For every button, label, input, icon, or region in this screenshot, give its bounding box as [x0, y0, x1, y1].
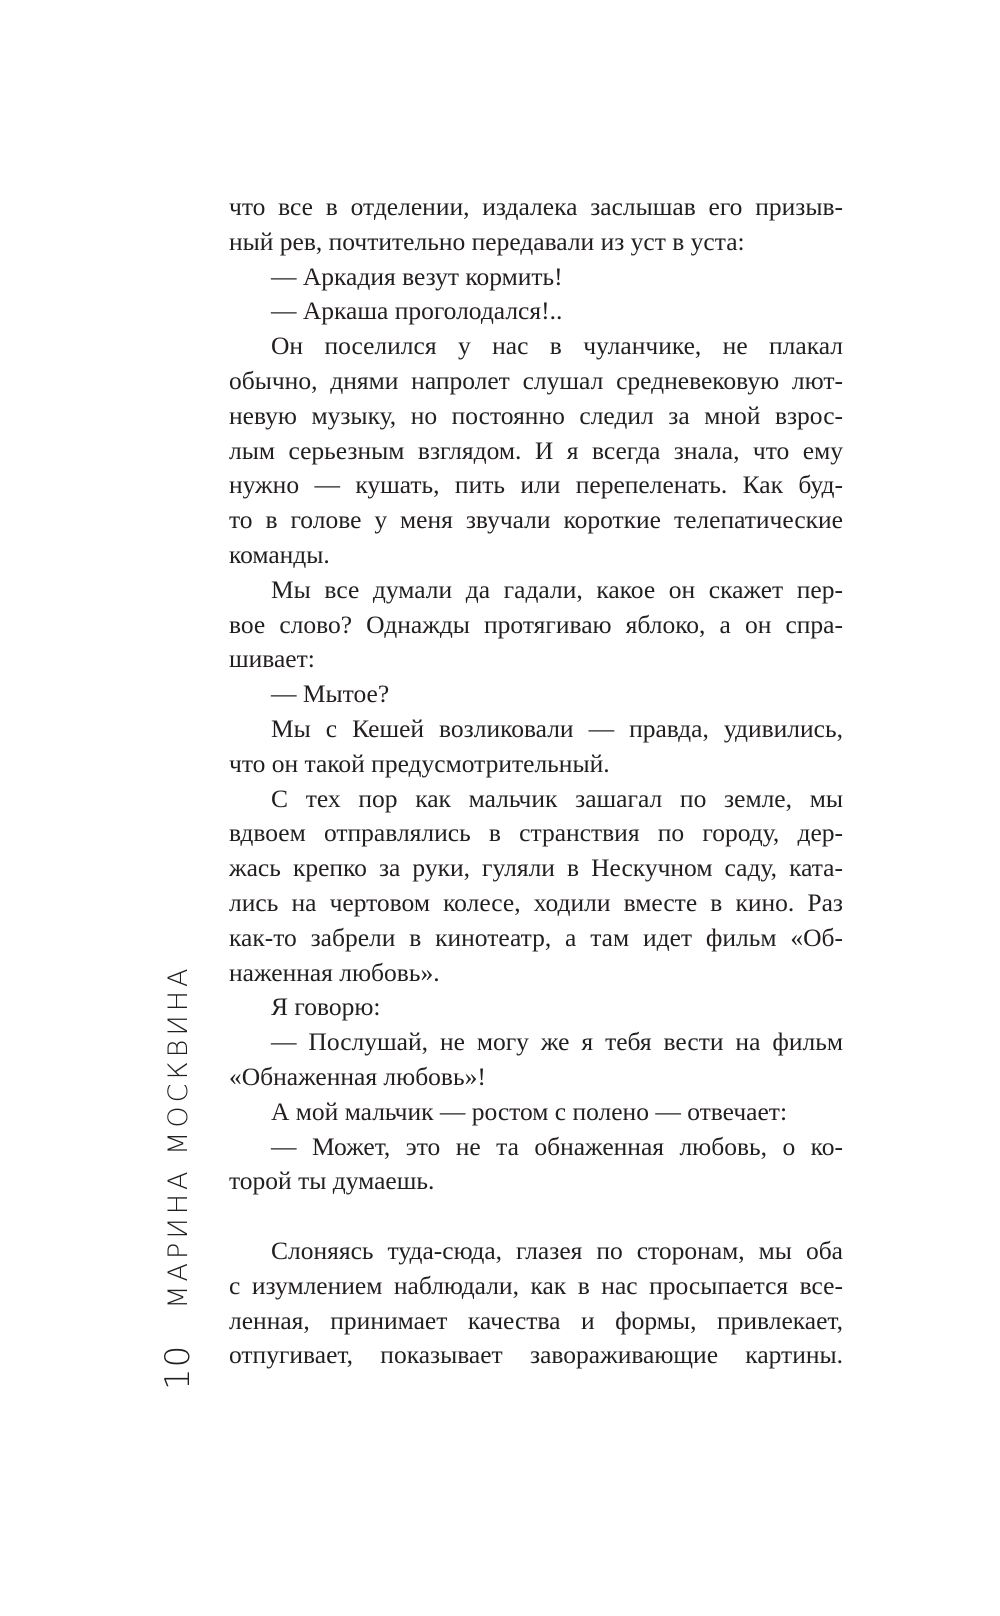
- author-name: МАРИНА МОСКВИНА: [162, 964, 194, 1309]
- text-line: как-то забрели в кинотеатр, а там идет фильм «Об-: [229, 922, 843, 952]
- text-line: отпугивает, показывает завораживающие картины.: [229, 1340, 843, 1370]
- text-line: с изумлением наблюдали, как в нас просыпается все-: [229, 1270, 843, 1300]
- text-line: ный рев, почтительно передавали из уст в уста:: [229, 226, 745, 256]
- text-line: лись на чертовом колесе, ходили вместе в кино. Раз: [229, 887, 843, 917]
- text-line: вое слово? Однажды протягиваю яблоко, а он спра-: [229, 609, 843, 639]
- text-line: Мы все думали да гадали, какое он скажет пер-: [271, 574, 843, 604]
- text-line: Слоняясь туда-сюда, глазея по сторонам, мы оба: [271, 1235, 843, 1265]
- text-line: команды.: [229, 539, 330, 569]
- text-line: торой ты думаешь.: [229, 1166, 435, 1196]
- text-line: ленная, принимает качества и формы, привлекает,: [229, 1305, 843, 1335]
- page-number: 10: [158, 1344, 198, 1390]
- text-line: — Аркаша проголодался!..: [271, 296, 563, 326]
- text-line: жась крепко за руки, гуляли в Нескучном саду, ката-: [229, 853, 843, 883]
- text-line: — Может, это не та обнаженная любовь, о ко-: [271, 1131, 843, 1161]
- text-line: А мой мальчик — ростом с полено — отвечает:: [271, 1096, 788, 1126]
- text-line: Мы с Кешей возликовали — правда, удивились,: [271, 713, 843, 743]
- text-line: — Аркадия везут кормить!: [271, 261, 563, 291]
- text-line: Он поселился у нас в чуланчике, не плакал: [271, 331, 843, 361]
- text-line: что он такой предусмотрительный.: [229, 748, 610, 778]
- text-line: вдвоем отправлялись в странствия по городу, дер-: [229, 818, 843, 848]
- text-line: обычно, днями напролет слушал средневековую лют-: [229, 365, 843, 395]
- text-line: что все в отделении, издалека заслышав его призыв-: [229, 192, 843, 221]
- text-line: наженная любовь».: [229, 957, 440, 987]
- text-line: Я говорю:: [271, 992, 381, 1022]
- text-line: «Обнаженная любовь»!: [229, 1061, 486, 1091]
- running-head: [158, 965, 198, 1390]
- text-line: шивает:: [229, 644, 315, 674]
- text-line: — Мытое?: [271, 679, 390, 709]
- text-line: С тех пор как мальчик зашагал по земле, мы: [271, 783, 843, 813]
- body-text: [229, 190, 843, 1373]
- text-line: то в голове у меня звучали короткие телепатические: [229, 505, 843, 535]
- blank-line: [229, 1199, 843, 1234]
- text-line: лым серьезным взглядом. И я всегда знала, что ему: [229, 435, 843, 465]
- text-line: невую музыку, но постоянно следил за мной взрос-: [229, 400, 843, 430]
- text-line: нужно — кушать, пить или перепеленать. Как буд-: [229, 470, 843, 500]
- text-line: — Послушай, не могу же я тебя вести на фильм: [271, 1027, 843, 1057]
